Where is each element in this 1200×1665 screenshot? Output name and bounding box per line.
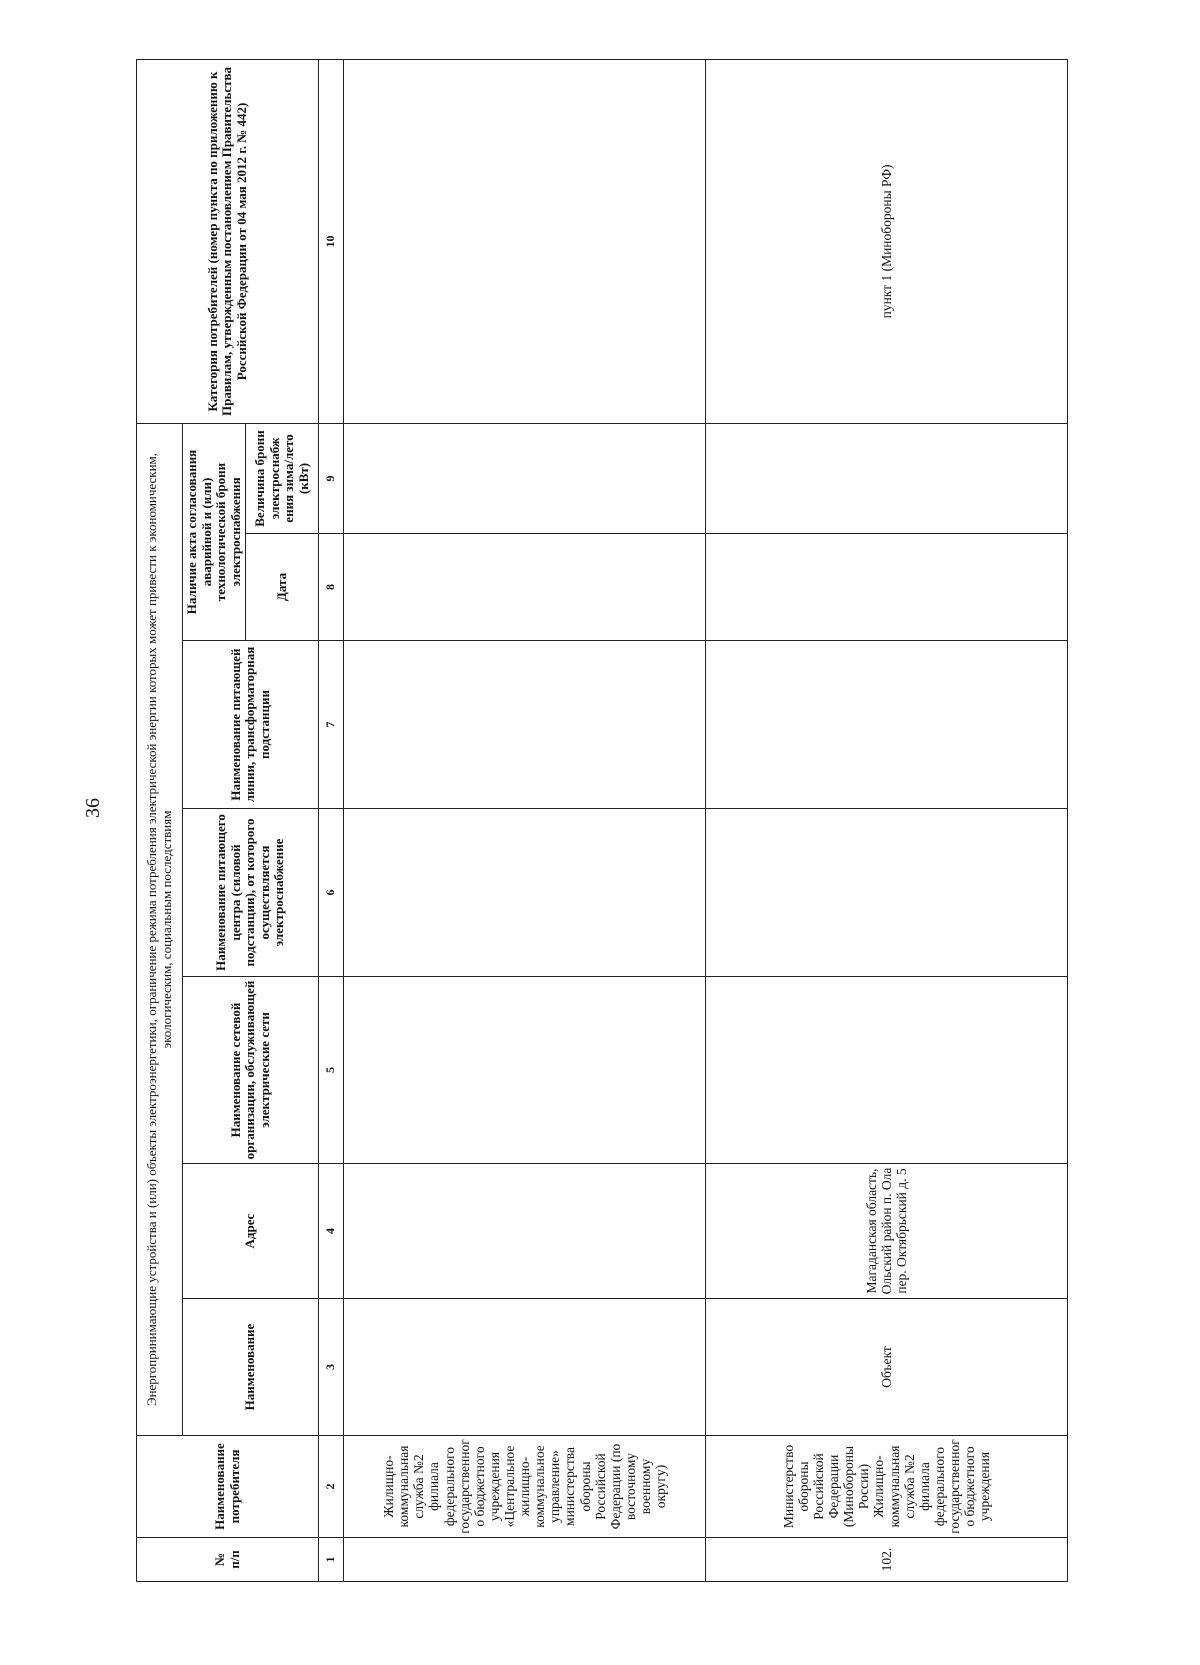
column-number: 7	[319, 641, 344, 809]
cell-n	[344, 1538, 706, 1582]
header-n: № п/п	[137, 1538, 319, 1582]
header-date: Дата	[246, 534, 319, 641]
column-number: 1	[319, 1538, 344, 1582]
cell-n: 102.	[706, 1538, 1068, 1582]
header-consumer: Наименование потребителя	[137, 1436, 319, 1538]
page-number: 36	[82, 798, 104, 818]
header-act-group: Наличие акта согласования аварийной и (или) технологической брони электроснабжения	[183, 423, 246, 640]
cell-feeding-center	[706, 809, 1068, 977]
table-row	[706, 59, 1068, 1581]
cell-feeding-line	[706, 641, 1068, 809]
header-name: Наименование	[183, 1299, 319, 1436]
consumer-table	[136, 59, 1068, 1582]
column-number: 4	[319, 1164, 344, 1299]
header-group: Энергопринимающие устройства и (или) объекты электроэнергетики, ограничение режима потребления электрической энергии которых может привести к экономическим, экологическим, социальным последствиям	[137, 423, 183, 1435]
cell-consumer: Жилищно-коммунальная служба №2 филиала федерального государственного бюджетного учреждения «Центральное жилищно-коммунальное управление» министерства обороны Российской Федерации (по восточному военному округу)	[344, 1436, 706, 1538]
column-number-row	[319, 59, 344, 1581]
column-number: 5	[319, 977, 344, 1164]
cell-network-org	[706, 977, 1068, 1164]
cell-address: Магаданская область, Ольский район п. Ола пер. Октябрьский д. 5	[706, 1164, 1068, 1299]
cell-reserve	[344, 423, 706, 533]
cell-date	[706, 534, 1068, 641]
header-category: Категория потребителей (номер пункта по приложению к Правилам, утвержденным постановлением Правительства Российской Федерации от 04 мая 2012 г. № 442)	[137, 59, 319, 423]
cell-feeding-line	[344, 641, 706, 809]
header-network-org: Наименование сетевой организации, обслуживающей электрические сети	[183, 977, 319, 1164]
rotated-table-wrapper	[136, 60, 1068, 1582]
cell-consumer: Министерство обороны Российской Федерации (Минобороны России) Жилищно-коммунальная служба №2 филиала федерального государственного бюджетного учреждения	[706, 1436, 1068, 1538]
table-row	[344, 59, 706, 1581]
cell-date	[344, 534, 706, 641]
cell-network-org	[344, 977, 706, 1164]
cell-name	[344, 1299, 706, 1436]
cell-category	[344, 59, 706, 423]
cell-feeding-center	[344, 809, 706, 977]
header-row-1	[137, 59, 183, 1581]
header-reserve: Величина брони электроснабж ения зима/лето (кВт)	[246, 423, 319, 533]
column-number: 2	[319, 1436, 344, 1538]
cell-name: Объект	[706, 1299, 1068, 1436]
column-number: 9	[319, 423, 344, 533]
header-feeding-line: Наименование питающей линии, трансформаторная подстанции	[183, 641, 319, 809]
column-number: 10	[319, 59, 344, 423]
cell-address	[344, 1164, 706, 1299]
column-number: 8	[319, 534, 344, 641]
column-number: 3	[319, 1299, 344, 1436]
header-feeding-center: Наименование питающего центра (силовой подстанции), от которого осуществляется электроснабжение	[183, 809, 319, 977]
column-number: 6	[319, 809, 344, 977]
header-address: Адрес	[183, 1164, 319, 1299]
cell-category: пункт 1 (Минобороны РФ)	[706, 59, 1068, 423]
cell-reserve	[706, 423, 1068, 533]
